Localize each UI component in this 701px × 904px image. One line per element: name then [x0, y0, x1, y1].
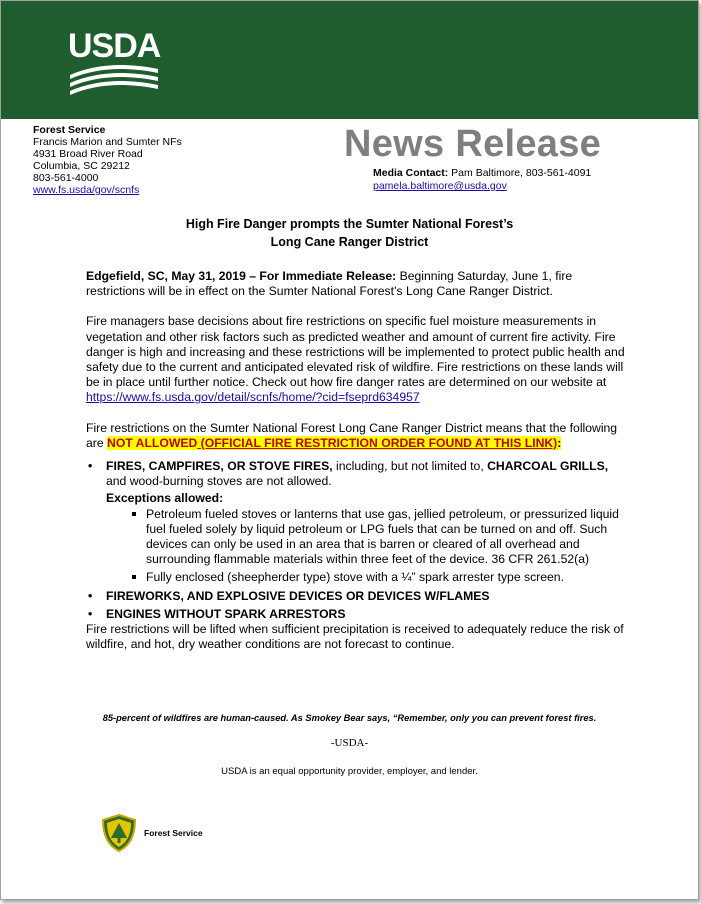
city-state-zip: Columbia, SC 29212 [33, 160, 130, 172]
item1-bold2: CHARCOAL GRILLS, [487, 459, 609, 474]
smokey-bear-quote: 85-percent of wildfires are human-caused. As Smokey Bear says, “Remember, only you can prevent forest fires. [102, 713, 597, 723]
restriction-order-link[interactable]: (OFFICIAL FIRE RESTRICTION ORDER FOUND AT THIS LINK) [197, 435, 558, 450]
dateline: Edgefield, SC, May 31, 2019 – For Immediate Release: [86, 269, 397, 283]
media-contact-name: Pam Baltimore, 803-561-4091 [448, 167, 592, 179]
item1-bold: FIRES, CAMPFIRES, OR STOVE FIRES, [106, 459, 333, 474]
office-phone: 803-561-4000 [33, 172, 99, 184]
list-item: • ENGINES WITHOUT SPARK ARRESTORS [86, 607, 626, 622]
list-item: Fully enclosed (sheepherder type) stove with a ¼” spark arrester type screen. [106, 570, 626, 585]
fire-managers-paragraph [86, 314, 626, 405]
restrictions-paragraph [86, 421, 626, 451]
exceptions-label: Exceptions allowed: [106, 491, 224, 506]
news-release-title: News Release [344, 123, 602, 165]
intro-paragraph [86, 269, 626, 299]
street-address: 4931 Broad River Road [33, 148, 143, 160]
restrictions-highlight [107, 436, 561, 450]
media-contact-label: Media Contact: [373, 167, 449, 179]
usda-logo-hills-icon [68, 65, 160, 97]
usda-logo [68, 29, 164, 99]
item1-mid: including, but not limited to, [332, 459, 488, 474]
lifted-paragraph: Fire restrictions will be lifted when sufficient precipitation is received to adequately reduce the risk of wildfire, and hot, dry weather conditions are not forecast to continue. [86, 622, 624, 652]
restrictions-colon: : [557, 435, 562, 450]
list-item [86, 459, 626, 586]
office-address [33, 124, 182, 196]
agency-name: Forest Service [33, 124, 106, 136]
unit-name: Francis Marion and Sumter NFs [33, 136, 182, 148]
para3-text: Fire restrictions on the Sumter National Forest Long Cane Ranger District means that the following are [86, 420, 618, 450]
usda-logo-text: USDA [68, 27, 161, 65]
headline-line-1: High Fire Danger prompts the Sumter National Forest’s [185, 217, 514, 231]
media-contact [373, 167, 591, 193]
media-email-link[interactable]: pamela.baltimore@usda.gov [373, 180, 507, 192]
release-body [86, 269, 626, 667]
usda-end-mark: -USDA- [330, 737, 369, 749]
prohibited-list [86, 459, 626, 622]
headline-line-2: Long Cane Ranger District [270, 235, 429, 249]
equal-opportunity-statement: USDA is an equal opportunity provider, employer, and lender. [221, 766, 478, 777]
item1-end: and wood-burning stoves are not allowed. [106, 474, 332, 489]
list-item: Petroleum fueled stoves or lanterns that use gas, jellied petroleum, or pressurized liquid fuel fueled solely by liquid petroleum or LPG fuels that can be turned on and off. Such devices can only be used in an area that is barren or cleared of all overhead and surrounding flammable materials within three feet of the device. 36 CFR 261.52(a) [106, 507, 626, 568]
usda-banner [1, 1, 698, 119]
forest-service-label: Forest Service [144, 828, 203, 838]
forest-service-shield-icon [101, 814, 137, 852]
headline [1, 215, 698, 251]
not-allowed-text: NOT ALLOWED [107, 435, 198, 450]
website-link[interactable]: www.fs.usda/gov/scnfs [33, 184, 140, 196]
intro-text: Beginning Saturday, June 1, fire restrictions will be in effect on the Sumter National Forest’s Long Cane Ranger District. [86, 269, 573, 299]
list-item: • FIREWORKS, AND EXPLOSIVE DEVICES OR DEVICES W/FLAMES [86, 589, 626, 604]
fire-danger-link[interactable]: https://www.fs.usda.gov/detail/scnfs/home/?cid=fseprd634957 [86, 390, 420, 405]
para2-text: Fire managers base decisions about fire restrictions on specific fuel moisture measurements in vegetation and other risk factors such as predicted weather and amount of current fire activity. Fire danger is high and increasing and these restrictions will be implemented to protect public health and safety due to the current and anticipated elevated risk of wildfire. Fire restrictions on these lands will be in place until further notice. Check out how fire danger rates are determined on our website at [86, 314, 625, 390]
exceptions-list [106, 507, 626, 586]
